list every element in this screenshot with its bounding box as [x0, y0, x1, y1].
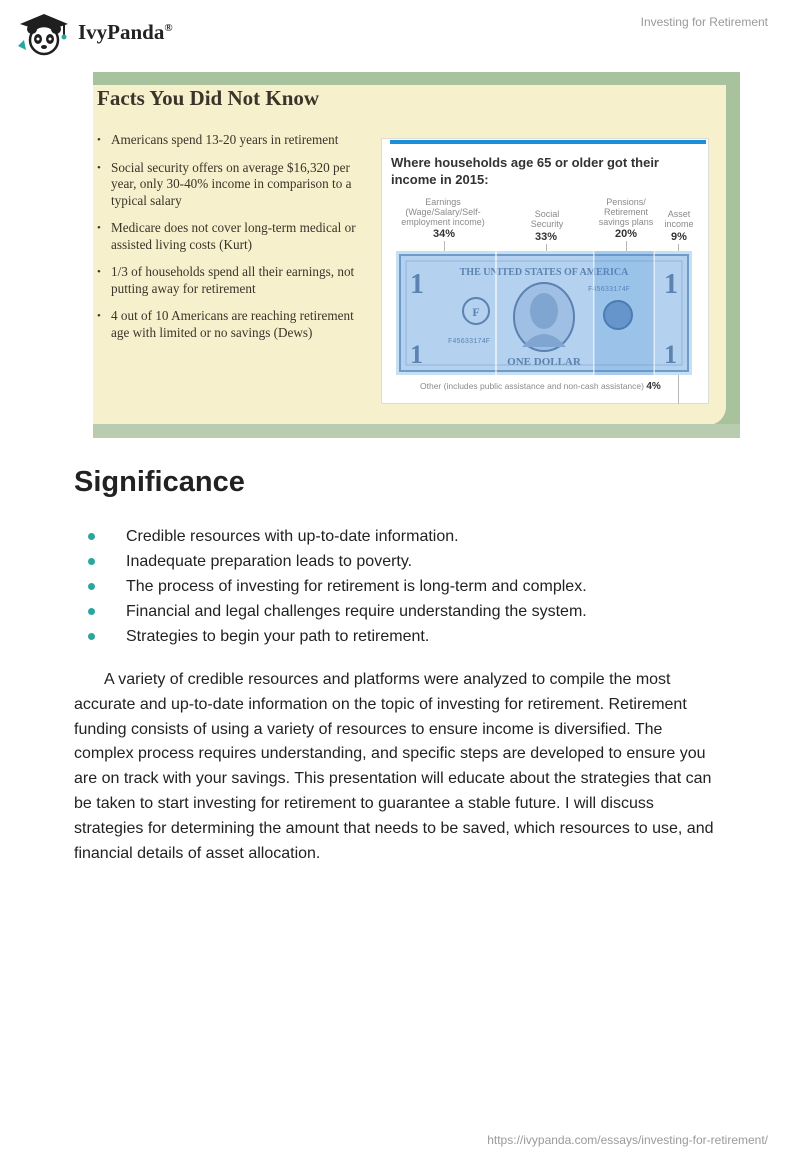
svg-text:1: 1	[664, 269, 678, 300]
ivypanda-logo[interactable]	[14, 10, 204, 56]
bill-serial-left: F45633174F	[448, 338, 491, 346]
svg-text:1: 1	[410, 340, 423, 369]
significance-list	[74, 527, 587, 652]
bullet-icon	[88, 533, 95, 540]
bill-serial-right: F45633174F	[588, 286, 631, 294]
category-earnings-percent: 34%	[432, 228, 456, 240]
infographic-top-bar	[390, 140, 706, 144]
category-asset-income-label: Asset income	[664, 209, 694, 229]
leader-line	[626, 241, 627, 251]
bill-denomination: ONE DOLLAR	[507, 356, 581, 368]
body-paragraph: A variety of credible resources and platforms were analyzed to compile the most accurate and up-to-date information on the topic of investing for retirement. Retirement funding consists of using a variety of resources to ensure income is diversified. The complex process requires understanding, and specific steps are developed to ensure you are on track with your savings. This presentation will educate about the strategies that can be taken to start investing for retirement to guarantee a stable future. I will discuss strategies for determining the amount that needs to be saved, which resources to use, and financial details of asset allocation.	[74, 671, 714, 862]
svg-text:1: 1	[410, 269, 424, 300]
bullet-icon	[88, 583, 95, 590]
category-asset-income-percent: 9%	[671, 231, 687, 243]
fact-item: • 1/3 of households spend all their earnings, not putting away for retirement	[97, 264, 367, 297]
category-social-security-label: Social Security	[530, 209, 564, 229]
leader-line	[444, 241, 445, 251]
svg-text:F: F	[472, 305, 480, 319]
page-title: Investing for Retirement	[640, 15, 768, 29]
income-infographic	[381, 138, 709, 404]
other-income-note: Other (includes public assistance and non-cash assistance) 4%	[420, 381, 661, 392]
bullet-icon	[88, 558, 95, 565]
list-item: Strategies to begin your path to retirement.	[74, 627, 587, 652]
leader-line	[546, 244, 547, 251]
slide-title: Facts You Did Not Know	[97, 86, 320, 110]
facts-list	[97, 132, 367, 352]
slide-image	[93, 72, 740, 438]
fact-item: • Americans spend 13-20 years in retirement	[97, 132, 367, 149]
slide-bottom-strip	[93, 424, 740, 438]
panda-graduate-icon	[14, 10, 70, 56]
category-pensions-percent: 20%	[614, 228, 638, 240]
list-item: The process of investing for retirement is long-term and complex.	[74, 577, 587, 602]
fact-item: • Social security offers on average $16,320 per year, only 30-40% income in comparison to a typical salary	[97, 160, 367, 210]
dollar-bill-image	[396, 251, 692, 375]
infographic-title: Where households age 65 or older got their income in 2015:	[391, 155, 659, 187]
category-social-security-percent: 33%	[534, 231, 558, 243]
svg-text:1: 1	[664, 340, 677, 369]
list-item: Inadequate preparation leads to poverty.	[74, 552, 587, 577]
bullet-icon	[88, 608, 95, 615]
bill-header: THE UNITED STATES OF AMERICA	[459, 267, 629, 278]
bullet-icon	[88, 633, 95, 640]
brand-name: IvyPanda®	[78, 20, 173, 44]
list-item: Credible resources with up-to-date information.	[74, 527, 587, 552]
fact-item: • 4 out of 10 Americans are reaching retirement age with limited or no savings (Dews)	[97, 308, 367, 341]
category-pensions-label: Pensions/ Retirement savings plans	[598, 197, 654, 227]
source-url[interactable]: https://ivypanda.com/essays/investing-for-retirement/	[487, 1133, 768, 1147]
section-heading: Significance	[74, 466, 245, 498]
list-item: Financial and legal challenges require understanding the system.	[74, 602, 587, 627]
category-earnings-label: Earnings (Wage/Salary/Self-employment income)	[401, 197, 485, 227]
fact-item: • Medicare does not cover long-term medical or assisted living costs (Kurt)	[97, 220, 367, 253]
